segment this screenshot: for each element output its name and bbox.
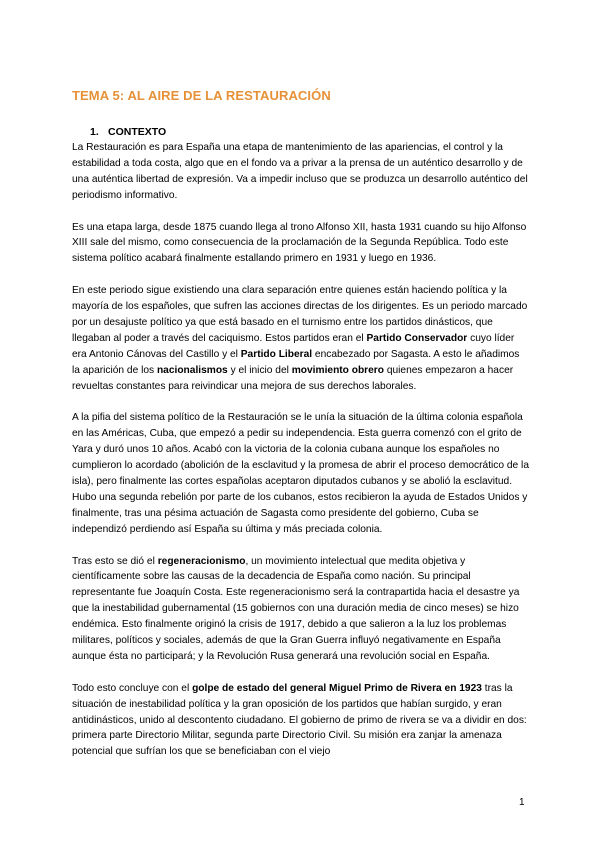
text-run: cuyo líder era Antonio Cánovas del Castillo y el [72,332,515,360]
paragraph [72,140,530,204]
text-run: quienes empezaron a hacer revueltas constantes para reivindicar una mejora de sus derechos laborales. [72,364,514,392]
text-run: A la pifia del sistema político de la Restauración se le unía la situación de la última colonia española en las Américas, Cuba, que empezó a pedir su independencia. Esta guerra comenzó con el grito de Yara y duró unos 10 años. Acabó con la victoria de la colonia cubana aunque los españoles no cumplieron lo acordado (abolición de la esclavitud y la promesa de abrir el proceso democrático de la isla), pero finalmente las cortes españolas aceptaron diputados cubanos y se abolió la esclavitud. Hubo una segunda rebelión por parte de los cubanos, estos recibieron la ayuda de Estados Unidos y finalmente, tras una pésima actuación de Sagasta como presidente del gobierno, Cuba se independizó perdiendo así España su última y más preciada colonia. [72,412,529,535]
text-run: Todo esto concluye con el [72,682,193,694]
text-run: La Restauración es para España una etapa de mantenimiento de las apariencias, el control y la estabilidad a toda costa, algo que en el fondo va a privar a la prensa de un auténtico desarrollo y de una auténtica libertad de expresión. Va a impedir incluso que se produzca un desarrollo auténtico del periodismo informativo. [72,142,528,201]
text-run: En este periodo sigue existiendo una clara separación entre quienes están haciendo política y la mayoría de los españoles, que sufren las acciones directas de los dirigentes. Es un periodo marcado por un desajuste político ya que está basado en el turnismo entre los partidos dinásticos, que llegaban al poder a través del caciquismo. Estos partidos eran el [72,285,528,344]
text-run: Tras esto se dió el [72,555,158,567]
bold-text: Partido Liberal [240,348,313,360]
section-number: 1. [90,126,99,138]
page-number: 1 [519,797,525,808]
paragraph [72,220,530,268]
text-run: y el inicio del [227,364,292,376]
paragraph [72,554,530,665]
text-run: Es una etapa larga, desde 1875 cuando llega al trono Alfonso XII, hasta 1931 cuando su hijo Alfonso XIII sale del mismo, como consecuencia de la proclamación de la Segunda República. Todo este sistema político acabará finalmente estallando primero en 1931 y luego en 1936. [72,221,527,265]
text-run: , un movimiento intelectual que medita objetiva y científicamente sobre las causas de la decadencia de España como nación. Su principal representante fue Joaquín Costa. Este regeneracionismo será la contrapartida hacia el desastre ya que la inestabilidad gubernamental (15 gobiernos con una duración media de cinco meses) se hizo endémica. Esto finalmente originó la crisis de 1917, debido a que salieron a la luz los problemas militares, políticos y sociales, además de que la Gran Guerra influyó negativamente en España aunque ésta no participará; y la Revolución Rusa generará una revolución social en España. [72,555,520,662]
bold-text: movimiento obrero [291,364,384,376]
text-run: tras la situación de inestabilidad política y la gran oposición de los partidos que habían surgido, y eran antidinásticos, unido al descontento ciudadano. El gobierno de primo de rivera se va a dividir en dos: primera parte Directorio Militar, segunda parte Directorio Civil. Su misión era zanjar la amenaza potencial que sufrían los que se beneficiaban con el viejo [72,682,527,758]
section-heading [90,126,166,138]
body-text [72,140,530,776]
bold-text: nacionalismos [156,364,228,376]
paragraph [72,283,530,394]
page-title: TEMA 5: AL AIRE DE LA RESTAURACIÓN [72,88,331,103]
paragraph [72,681,530,761]
paragraph [72,410,530,537]
bold-text: Partido Conservador [366,332,468,344]
text-run: encabezado por Sagasta. A esto le añadimos la aparición de los [72,348,520,376]
bold-text: golpe de estado del general Miguel Primo de Rivera en 1923 [192,682,482,694]
bold-text: regeneracionismo [157,555,246,567]
section-title: CONTEXTO [108,126,167,138]
